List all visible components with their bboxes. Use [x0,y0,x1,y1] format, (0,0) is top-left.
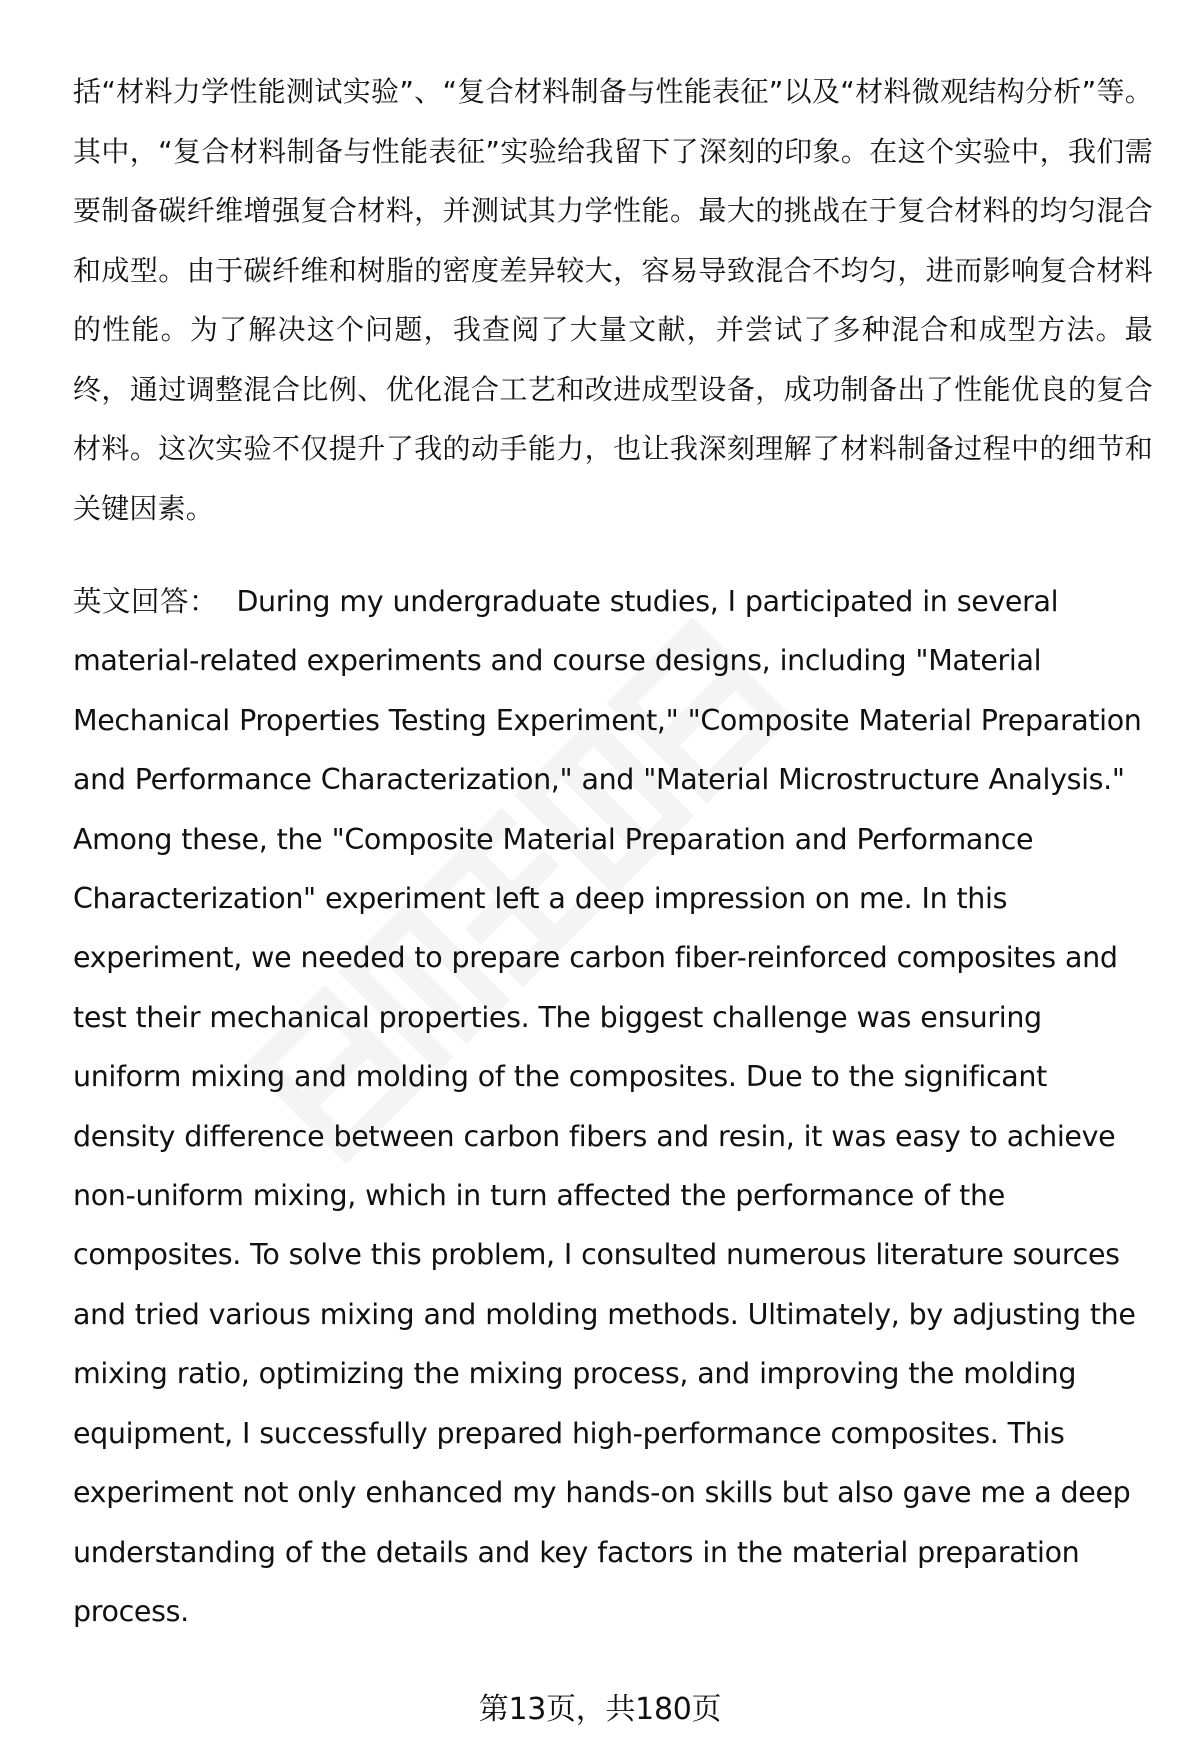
document-body [73,62,1153,1641]
english-answer-paragraph: During my undergraduate studies, I participated in several material-related experiments and course designs, including "Material Mechanical Properties Testing Experiment," "Composite Material Preparation and Performance Characterization," and "Material Microstructure Analysis." Among these, the "Composite Material Preparation and Performance Characterization" experiment left a deep impression on me. In this experiment, we needed to prepare carbon fiber-reinforced composites and test their mechanical properties. The biggest challenge was ensuring uniform mixing and molding of the composites. Due to the significant density difference between carbon fibers and resin, it was easy to achieve non-uniform mixing, which in turn affected the performance of the composites. To solve this problem, I consulted numerous literature sources and tried various mixing and molding methods. Ultimately, by adjusting the mixing ratio, optimizing the mixing process, and improving the molding equipment, I successfully prepared high-performance composites. This experiment not only enhanced my hands-on skills but also gave me a deep understanding of the details and key factors in the material preparation process. [73,585,1142,1628]
english-answer-label: 英文回答： [73,585,219,618]
page-number-footer: 第13页，共180页 [478,1692,722,1727]
chinese-answer-paragraph: 括“材料力学性能测试实验”、“复合材料制备与性能表征”以及“材料微观结构分析”等。其中，“复合材料制备与性能表征”实验给我留下了深刻的印象。在这个实验中，我们需要制备碳纤维增强复合材料，并测试其力学性能。最大的挑战在于复合材料的均匀混合和成型。由于碳纤维和树脂的密度差异较大，容易导致混合不均匀，进而影响复合材料的性能。为了解决这个问题，我查阅了大量文献，并尝试了多种混合和成型方法。最终，通过调整混合比例、优化混合工艺和改进成型设备，成功制备出了性能优良的复合材料。这次实验不仅提升了我的动手能力，也让我深刻理解了材料制备过程中的细节和关键因素。 [73,75,1153,525]
english-answer-block [73,572,1153,1641]
